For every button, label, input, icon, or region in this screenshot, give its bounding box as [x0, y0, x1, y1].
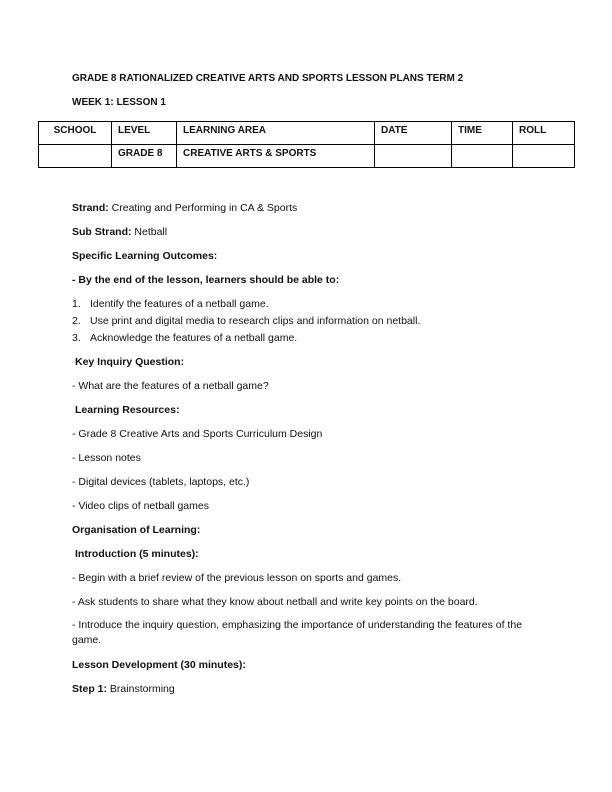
introduction-item: - Begin with a brief review of the previous lesson on sports and games. — [72, 572, 402, 584]
inquiry-heading: Key Inquiry Question: — [75, 356, 185, 368]
header-cell-level: LEVEL — [112, 122, 177, 145]
cell-date — [375, 145, 452, 168]
header-cell-time: TIME — [452, 122, 513, 145]
table-header-row — [39, 122, 575, 145]
cell-learning-area: CREATIVE ARTS & SPORTS — [177, 145, 375, 168]
list-number: 2. — [72, 315, 81, 327]
cell-time — [452, 145, 513, 168]
lesson-info-table — [38, 121, 575, 168]
header-cell-date: DATE — [375, 122, 452, 145]
strand-label: Strand: — [72, 202, 109, 214]
outcomes-intro: - By the end of the lesson, learners should be able to: — [72, 274, 340, 286]
sub-strand-value: Netball — [131, 226, 168, 238]
sub-strand-label: Sub Strand: — [72, 226, 132, 238]
introduction-item: - Ask students to share what they know about netball and write key points on the board. — [72, 596, 478, 608]
week-lesson-label: WEEK 1: LESSON 1 — [72, 97, 166, 108]
inquiry-question: - What are the features of a netball game? — [72, 380, 269, 392]
list-text: Use print and digital media to research clips and information on netball. — [90, 315, 421, 327]
cell-level: GRADE 8 — [112, 145, 177, 168]
cell-roll — [513, 145, 575, 168]
list-item — [72, 298, 269, 310]
list-item — [72, 332, 297, 344]
resource-item: - Digital devices (tablets, laptops, etc.) — [72, 476, 250, 488]
step-label: Step 1: — [72, 683, 108, 695]
introduction-item: - Introduce the inquiry question, emphasizing the importance of understanding the features of the game. — [72, 619, 523, 646]
table-row — [39, 145, 575, 168]
resource-item: - Grade 8 Creative Arts and Sports Curriculum Design — [72, 428, 323, 440]
introduction-heading: Introduction (5 minutes): — [75, 548, 199, 560]
list-text: Acknowledge the features of a netball game. — [90, 332, 298, 344]
header-cell-learning-area: LEARNING AREA — [177, 122, 375, 145]
organisation-heading: Organisation of Learning: — [72, 524, 201, 536]
step-value: Brainstorming — [107, 683, 175, 695]
list-number: 1. — [72, 298, 81, 310]
step-line — [72, 683, 175, 695]
resource-item: - Lesson notes — [72, 452, 141, 464]
document-title: GRADE 8 RATIONALIZED CREATIVE ARTS AND SPORTS LESSON PLANS TERM 2 — [72, 73, 464, 84]
header-cell-roll: ROLL — [513, 122, 575, 145]
resource-item: - Video clips of netball games — [72, 500, 209, 512]
list-item — [72, 315, 420, 327]
strand-line — [72, 202, 297, 214]
outcomes-heading: Specific Learning Outcomes: — [72, 250, 218, 262]
development-heading: Lesson Development (30 minutes): — [72, 659, 246, 671]
resources-heading: Learning Resources: — [75, 404, 180, 416]
list-number: 3. — [72, 332, 81, 344]
sub-strand-line — [72, 226, 167, 238]
cell-school — [39, 145, 112, 168]
header-cell-school: SCHOOL — [39, 122, 112, 145]
list-text: Identify the features of a netball game. — [90, 298, 269, 310]
strand-value: Creating and Performing in CA & Sports — [108, 202, 298, 214]
